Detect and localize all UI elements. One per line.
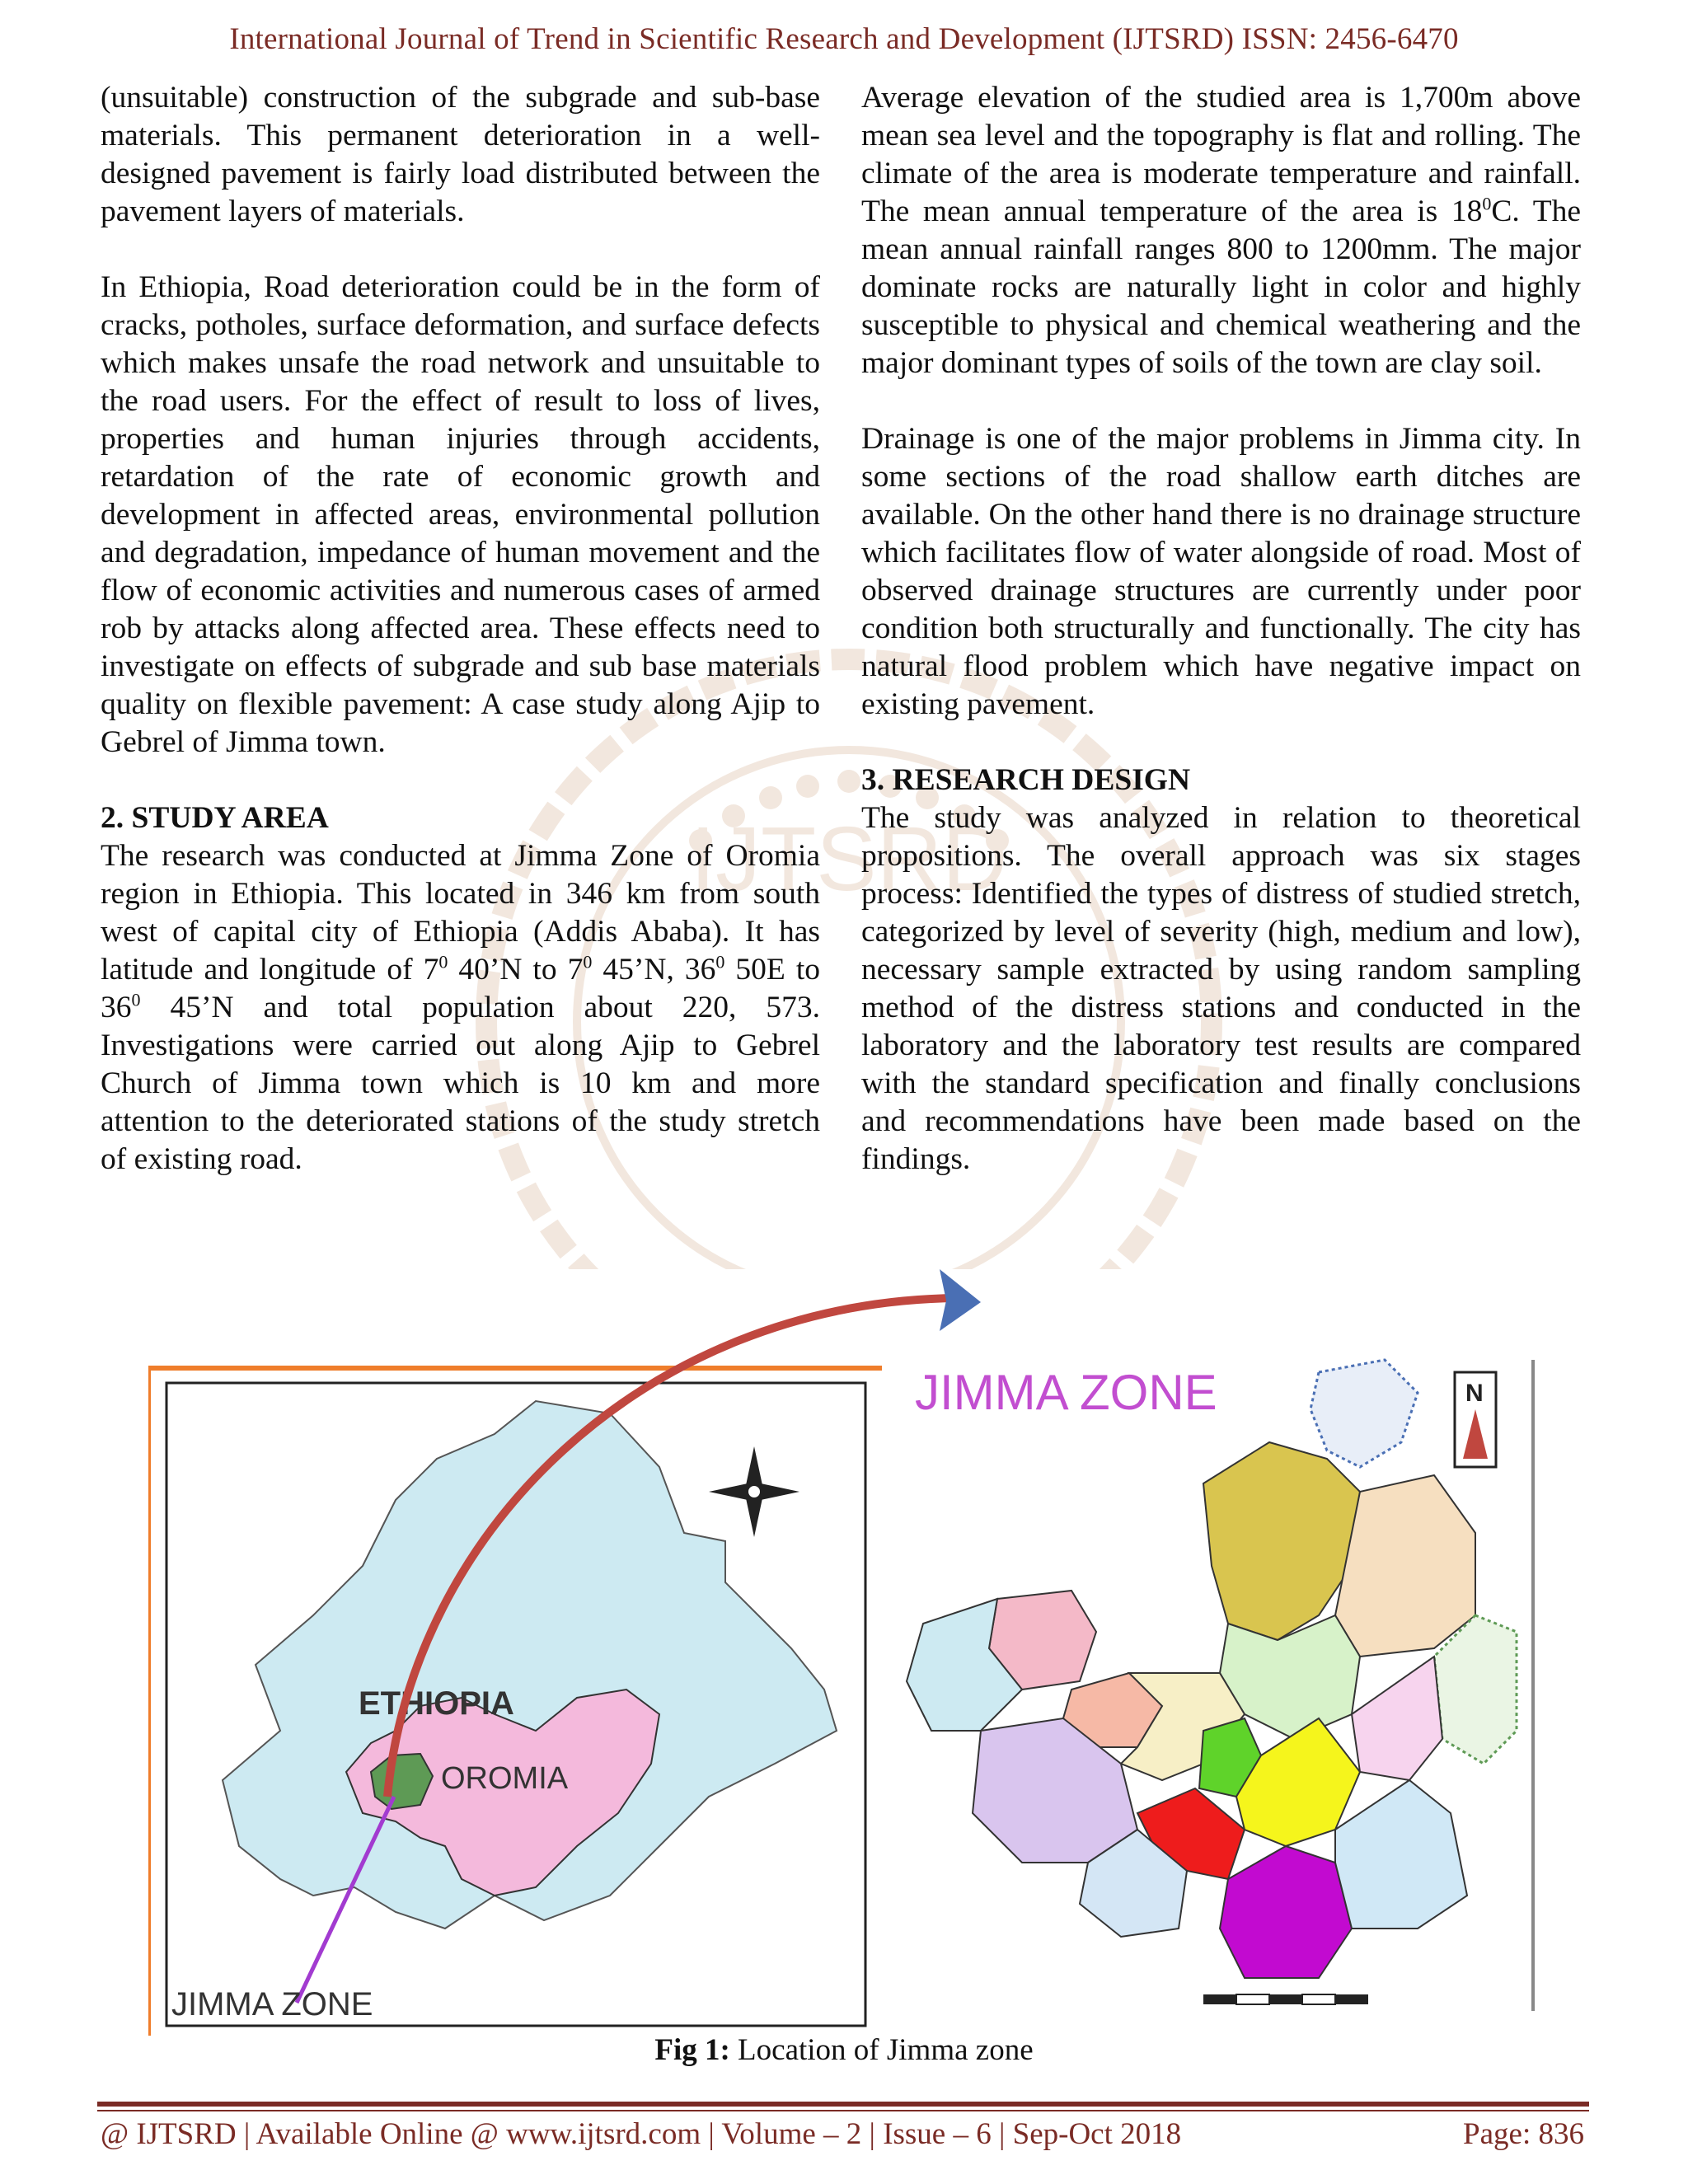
paragraph-road-deterioration: In Ethiopia, Road deterioration could be in the form of cracks, potholes, surface deformation, and surface defects which makes unsafe the road network and unsuitable to the road users. For the effect of result to loss of lives, properties and human injuries through accidents, retardation of the rate of economic growth and development in affected areas, environmental pollution and degradation, impedance of human movement and the flow of economic activities and numerous cases of armed rob by attacks along affected area. These effects need to investigate on effects of subgrade and sub base materials quality on flexible pavement: A case study along Ajip to Gebrel of Jimma town.	[101, 270, 820, 759]
paragraph-drainage: Drainage is one of the major problems in Jimma city. In some sections of the road shallow earth ditches are available. On the other hand there is no drainage structure which facilitates flow of water alongside of road. Most of observed drainage structures are currently under poor condition both structurally and functionally. The city has natural flood problem which have negative impact on existing pavement.	[861, 422, 1581, 721]
ethiopia-map-panel	[148, 1368, 882, 2036]
district-magenta	[1220, 1846, 1352, 1978]
page-footer	[101, 2116, 1584, 2152]
jimma-zone-small-label: JIMMA ZONE	[171, 1986, 373, 2022]
footer-rule-thin	[97, 2110, 1589, 2111]
scale-bar	[1203, 1994, 1368, 2004]
district-pale-blue-southeast	[1335, 1780, 1467, 1929]
district-lightpink-east	[1352, 1657, 1442, 1780]
section-2-heading: 2. STUDY AREA	[101, 801, 329, 835]
district-north-dotted	[1311, 1360, 1418, 1467]
oromia-label: OROMIA	[441, 1761, 569, 1796]
jimma-zone-map-panel	[907, 1360, 1533, 2011]
jimma-zone-title: JIMMA ZONE	[915, 1365, 1217, 1420]
left-column	[101, 79, 820, 1179]
page-number: Page: 836	[1463, 2117, 1584, 2151]
paragraph-elevation-climate: Average elevation of the studied area is 1,700m above mean sea level and the topography is flat and rolling. The climate of the area is moderate temperature and rainfall. The mean annual temperature of the area is $18^0C$. The mean annual rainfall ranges 800 to 1200mm. The major dominate rocks are naturally light in color and highly susceptible to physical and chemical weathering and the major dominant types of soils of the town are clay soil.	[861, 81, 1581, 380]
location-map-figure	[148, 1269, 1550, 2036]
paragraph-study-area: The research was conducted at Jimma Zone of Oromia region in Ethiopia. This located in 346 km from south west of capital city of Ethiopia (Addis Ababa). It has latitude and longitude of $7^0$ 40’N to $7^0$ 45’N, $36^0$ 50E to $36^0$ 45’N and total population about 220, 573. Investigations were carried out along Ajip to Gebrel Church of Jimma town which is 10 km and more attention to the deteriorated stations of the study stretch of existing road.	[101, 839, 820, 1176]
right-column	[861, 79, 1581, 1179]
section-3-heading: 3. RESEARCH DESIGN	[861, 763, 1191, 797]
paragraph-intro-continuation: (unsuitable) construction of the subgrade and sub-base materials. This permanent deterioration in a well-designed pavement is fairly load distributed between the pavement layers of materials.	[101, 81, 820, 228]
ethiopia-label: ETHIOPIA	[359, 1685, 514, 1722]
svg-text:IJTSRD: IJTSRD	[690, 808, 1008, 910]
north-arrow-icon	[1455, 1372, 1496, 1467]
figure-caption: Fig 1: Location of Jimma zone	[654, 2033, 1034, 2067]
svg-text:N: N	[1465, 1380, 1484, 1407]
journal-header: International Journal of Trend in Scientific Research and Development (IJTSRD) ISSN: 2456-6470	[229, 22, 1459, 56]
footer-info: @ IJTSRD | Available Online @ www.ijtsrd.com | Volume – 2 | Issue – 6 | Sep-Oct 2018	[101, 2117, 1182, 2151]
paragraph-research-design: The study was analyzed in relation to theoretical propositions. The overall approach was six stages process: Identified the types of distress of studied stretch, categorized by level of severity (high, medium and low), necessary sample extracted by using random sampling method of the distress stations and conducted in the laboratory and the laboratory test results are compared with the standard specification and finally conclusions and recommendations have been made based on the findings.	[861, 801, 1581, 1176]
footer-rule	[97, 2102, 1589, 2107]
